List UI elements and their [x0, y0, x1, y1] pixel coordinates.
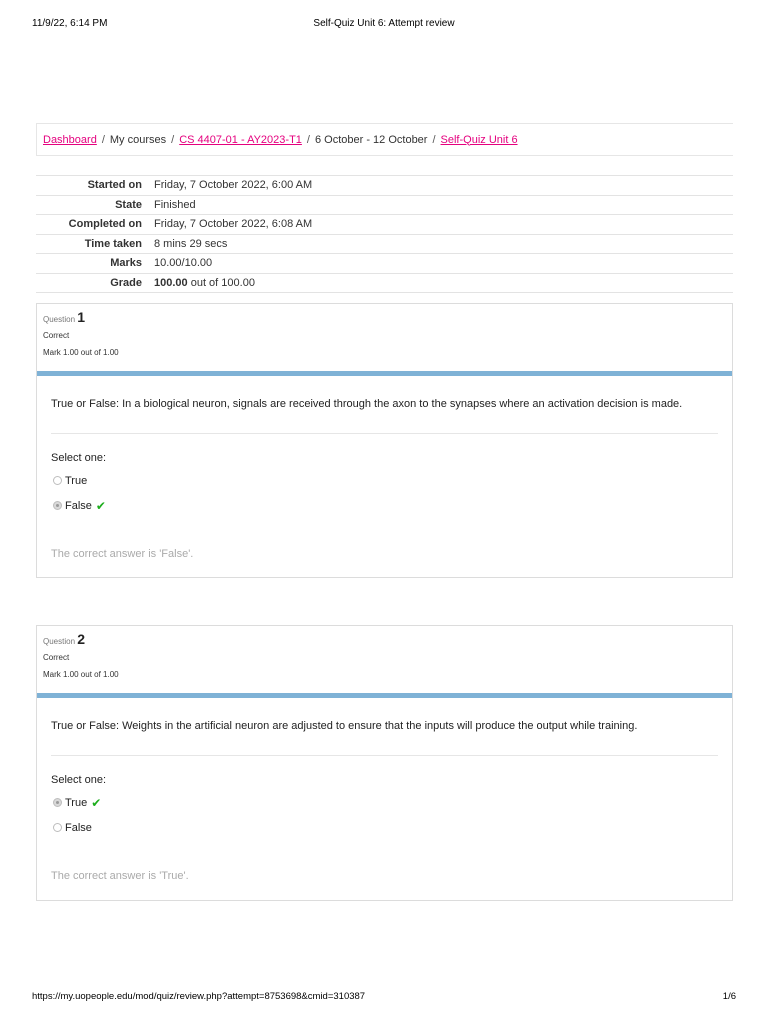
question-text: True or False: In a biological neuron, signals are received through the axon to the synapses where an activation decision is made.	[51, 398, 718, 434]
summary-label: State	[115, 198, 142, 211]
answer-label: True	[65, 796, 88, 809]
radio-button-selected[interactable]	[53, 798, 62, 807]
print-page-title: Self-Quiz Unit 6: Attempt review	[313, 18, 455, 29]
question-text: True or False: Weights in the artificial neuron are adjusted to ensure that the inputs will produce the output while training.	[51, 720, 718, 756]
question-number-value: 1	[77, 309, 86, 325]
summary-value: 10.00/10.00	[154, 257, 213, 270]
answer-prompt: Select one:	[51, 452, 107, 464]
answer-option[interactable]	[53, 468, 718, 493]
summary-label: Grade	[110, 276, 142, 289]
answer-option[interactable]	[53, 493, 718, 518]
question-prefix: Question	[43, 637, 76, 646]
answer-label: False	[65, 499, 92, 512]
question-number-value: 2	[77, 631, 86, 647]
print-page-number: 1/6	[722, 991, 736, 1002]
answer-option[interactable]	[53, 815, 718, 840]
question-number	[43, 309, 726, 325]
summary-row-completed	[36, 215, 733, 235]
summary-value: Friday, 7 October 2022, 6:00 AM	[154, 179, 313, 192]
summary-label: Marks	[110, 257, 142, 270]
answer-label: True	[65, 474, 88, 487]
radio-button[interactable]	[53, 476, 62, 485]
answer-option[interactable]	[53, 790, 718, 815]
radio-button-selected[interactable]	[53, 501, 62, 510]
breadcrumb-separator: /	[171, 133, 175, 146]
summary-label: Completed on	[68, 218, 142, 231]
summary-value: Friday, 7 October 2022, 6:08 AM	[154, 218, 313, 231]
breadcrumb	[36, 123, 733, 156]
answer-prompt: Select one:	[51, 774, 107, 786]
breadcrumb-quiz-link[interactable]: Self-Quiz Unit 6	[440, 133, 518, 146]
question-number	[43, 631, 726, 647]
question-block	[36, 303, 733, 578]
breadcrumb-section: 6 October - 12 October	[314, 133, 428, 146]
grade-value: 100.00	[154, 276, 188, 289]
summary-row-marks	[36, 254, 733, 274]
summary-label: Time taken	[84, 237, 142, 250]
summary-value: 8 mins 29 secs	[154, 237, 228, 250]
correct-answer-feedback: The correct answer is 'False'.	[51, 548, 194, 560]
answer-label: False	[65, 821, 92, 834]
check-icon: ✔	[95, 498, 106, 513]
attempt-summary-table	[36, 175, 733, 293]
summary-row-started	[36, 176, 733, 196]
question-block	[36, 625, 733, 901]
question-state: Correct	[43, 331, 70, 340]
breadcrumb-my-courses: My courses	[109, 133, 167, 146]
breadcrumb-dashboard-link[interactable]: Dashboard	[43, 133, 97, 146]
check-icon: ✔	[91, 795, 102, 810]
summary-value: Finished	[154, 198, 196, 211]
print-url: https://my.uopeople.edu/mod/quiz/review.php?attempt=8753698&cmid=310387	[32, 991, 366, 1002]
question-grade: Mark 1.00 out of 1.00	[43, 670, 119, 679]
question-content	[37, 376, 732, 568]
question-state: Correct	[43, 653, 70, 662]
print-footer	[32, 991, 736, 1005]
correct-answer-feedback: The correct answer is 'True'.	[51, 870, 189, 882]
grade-out-of: out of 100.00	[187, 276, 255, 289]
question-info	[37, 626, 732, 693]
summary-row-grade	[36, 273, 733, 293]
summary-row-time-taken	[36, 234, 733, 254]
print-header	[32, 18, 736, 32]
question-grade: Mark 1.00 out of 1.00	[43, 348, 119, 357]
summary-value	[148, 273, 733, 293]
question-info	[37, 304, 732, 371]
question-content	[37, 698, 732, 890]
summary-label: Started on	[87, 179, 142, 192]
breadcrumb-separator: /	[306, 133, 310, 146]
radio-button[interactable]	[53, 823, 62, 832]
breadcrumb-separator: /	[101, 133, 105, 146]
question-prefix: Question	[43, 315, 76, 324]
breadcrumb-separator: /	[432, 133, 436, 146]
print-datetime: 11/9/22, 6:14 PM	[32, 18, 108, 29]
breadcrumb-course-link[interactable]: CS 4407-01 - AY2023-T1	[179, 133, 302, 146]
summary-row-state	[36, 195, 733, 215]
